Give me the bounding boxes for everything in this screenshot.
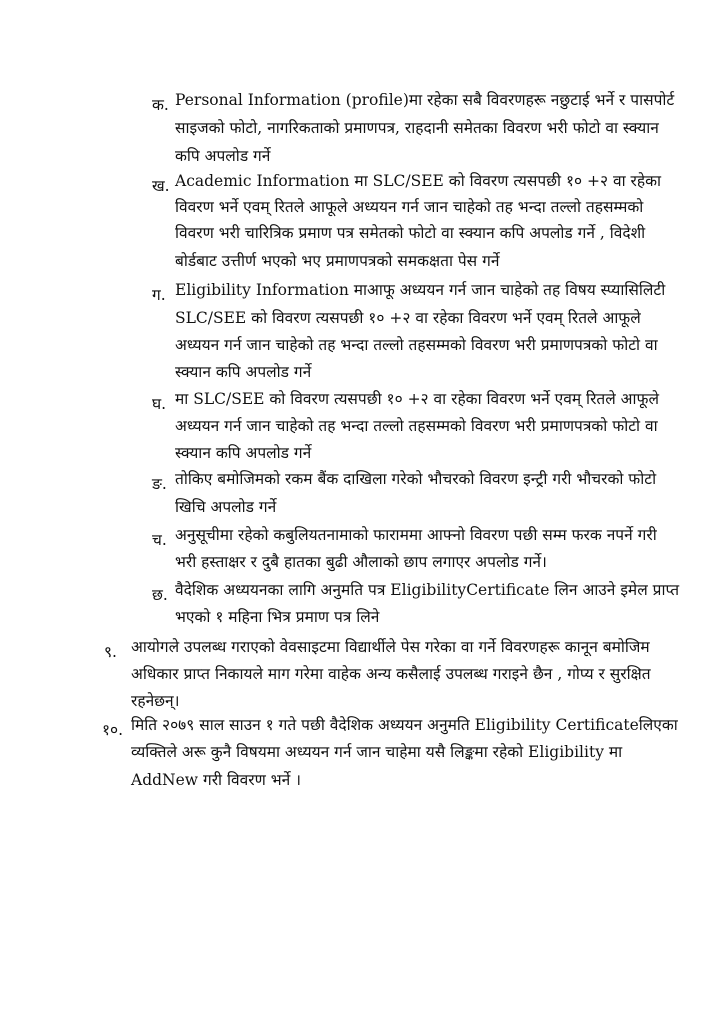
list-line: SLC/SEE को विवरण त्यसपछी १० +२ वा रहेका विवरण भर्ने एवम् रितले आफूले <box>175 309 641 327</box>
list-line: अधिकार प्राप्त निकायले माग गरेमा वाहेक अन्य कसैलाई उपलब्ध गराइने छैन , गोप्य र सुरक्षित <box>131 665 651 683</box>
list-line: स्क्यान कपि अपलोड गर्ने <box>175 444 312 462</box>
list-line: Academic Information मा SLC/SEE को विवरण त्यसपछी १० +२ वा रहेका <box>175 172 662 190</box>
list-line: मा SLC/SEE को विवरण त्यसपछी १० +२ वा रहेका विवरण भर्ने एवम् रितले आफूले <box>175 390 659 408</box>
list-line: अनुसूचीमा रहेको कबुलियतनामाको फाराममा आफ्नो विवरण पछी सम्म फरक नपर्ने गरी <box>175 526 657 544</box>
list-line: रहनेछन्। <box>131 692 180 710</box>
list-line: विवरण भर्ने एवम् रितले आफूले अध्ययन गर्न जान चाहेको तह भन्दा तल्लो तहसम्मको <box>175 198 644 216</box>
list-line: विवरण भरी चारित्रिक प्रमाण पत्र समेतको फोटो वा स्क्यान कपि अपलोड गर्ने , विदेशी <box>175 224 646 242</box>
list-line: वैदेशिक अध्ययनका लागि अनुमति पत्र EligibilityCertificate लिन आउने इमेल प्राप्त <box>175 581 680 599</box>
list-line: तोकिए बमोजिमको रकम बैंक दाखिला गरेको भौचरको विवरण इन्ट्री गरी भौचरको फोटो <box>175 470 657 488</box>
list-marker: च. <box>152 531 167 549</box>
list-line: Eligibility Information माआफू अध्ययन गर्न जान चाहेको तह विषय स्प्यासिलिटी <box>175 281 666 299</box>
list-marker: क. <box>152 96 169 114</box>
list-marker: १०. <box>102 721 124 739</box>
list-marker: ङ. <box>152 475 167 493</box>
list-marker: ग. <box>152 286 166 304</box>
list-line: Personal Information (profile)मा रहेका सबै विवरणहरू नछुटाई भर्ने र पासपोर्ट <box>175 91 675 109</box>
list-line: बोर्डबाट उत्तीर्ण भएको भए प्रमाणपत्रको समकक्षता पेस गर्ने <box>175 252 500 270</box>
list-line: व्यक्तिले अरू कुनै विषयमा अध्ययन गर्न जान चाहेमा यसै लिङ्कमा रहेको Eligibility मा <box>131 743 623 761</box>
list-marker: ख. <box>152 177 170 195</box>
list-line: खिचि अपलोड गर्ने <box>175 498 277 516</box>
list-line: अध्ययन गर्न जान चाहेको तह भन्दा तल्लो तहसम्मको विवरण भरी प्रमाणपत्रको फोटो वा <box>175 336 658 354</box>
list-marker: घ. <box>152 395 167 413</box>
list-marker: ९. <box>104 643 117 661</box>
list-line: अध्ययन गर्न जान चाहेको तह भन्दा तल्लो तहसम्मको विवरण भरी प्रमाणपत्रको फोटो वा <box>175 417 658 435</box>
list-line: कपि अपलोड गर्ने <box>175 147 271 165</box>
list-line: आयोगले उपलब्ध गराएको वेवसाइटमा विद्यार्थीले पेस गरेका वा गर्ने विवरणहरू कानून बमोजिम <box>131 638 650 656</box>
list-line: साइजको फोटो, नागरिकताको प्रमाणपत्र, राहदानी समेतका विवरण भरी फोटो वा स्क्यान <box>175 119 659 137</box>
list-line: भएको १ महिना भित्र प्रमाण पत्र लिने <box>175 608 380 626</box>
list-marker: छ. <box>152 586 168 604</box>
list-line: मिति २०७९ साल साउन १ गते पछी वैदेशिक अध्ययन अनुमति Eligibility Certificateलिएका <box>131 716 678 734</box>
list-line: भरी हस्ताक्षर र दुबै हातका बुढी औलाको छाप लगाएर अपलोड गर्ने। <box>175 553 547 571</box>
list-line: AddNew गरी विवरण भर्ने । <box>131 771 301 789</box>
list-line: स्क्यान कपि अपलोड गर्ने <box>175 363 312 381</box>
